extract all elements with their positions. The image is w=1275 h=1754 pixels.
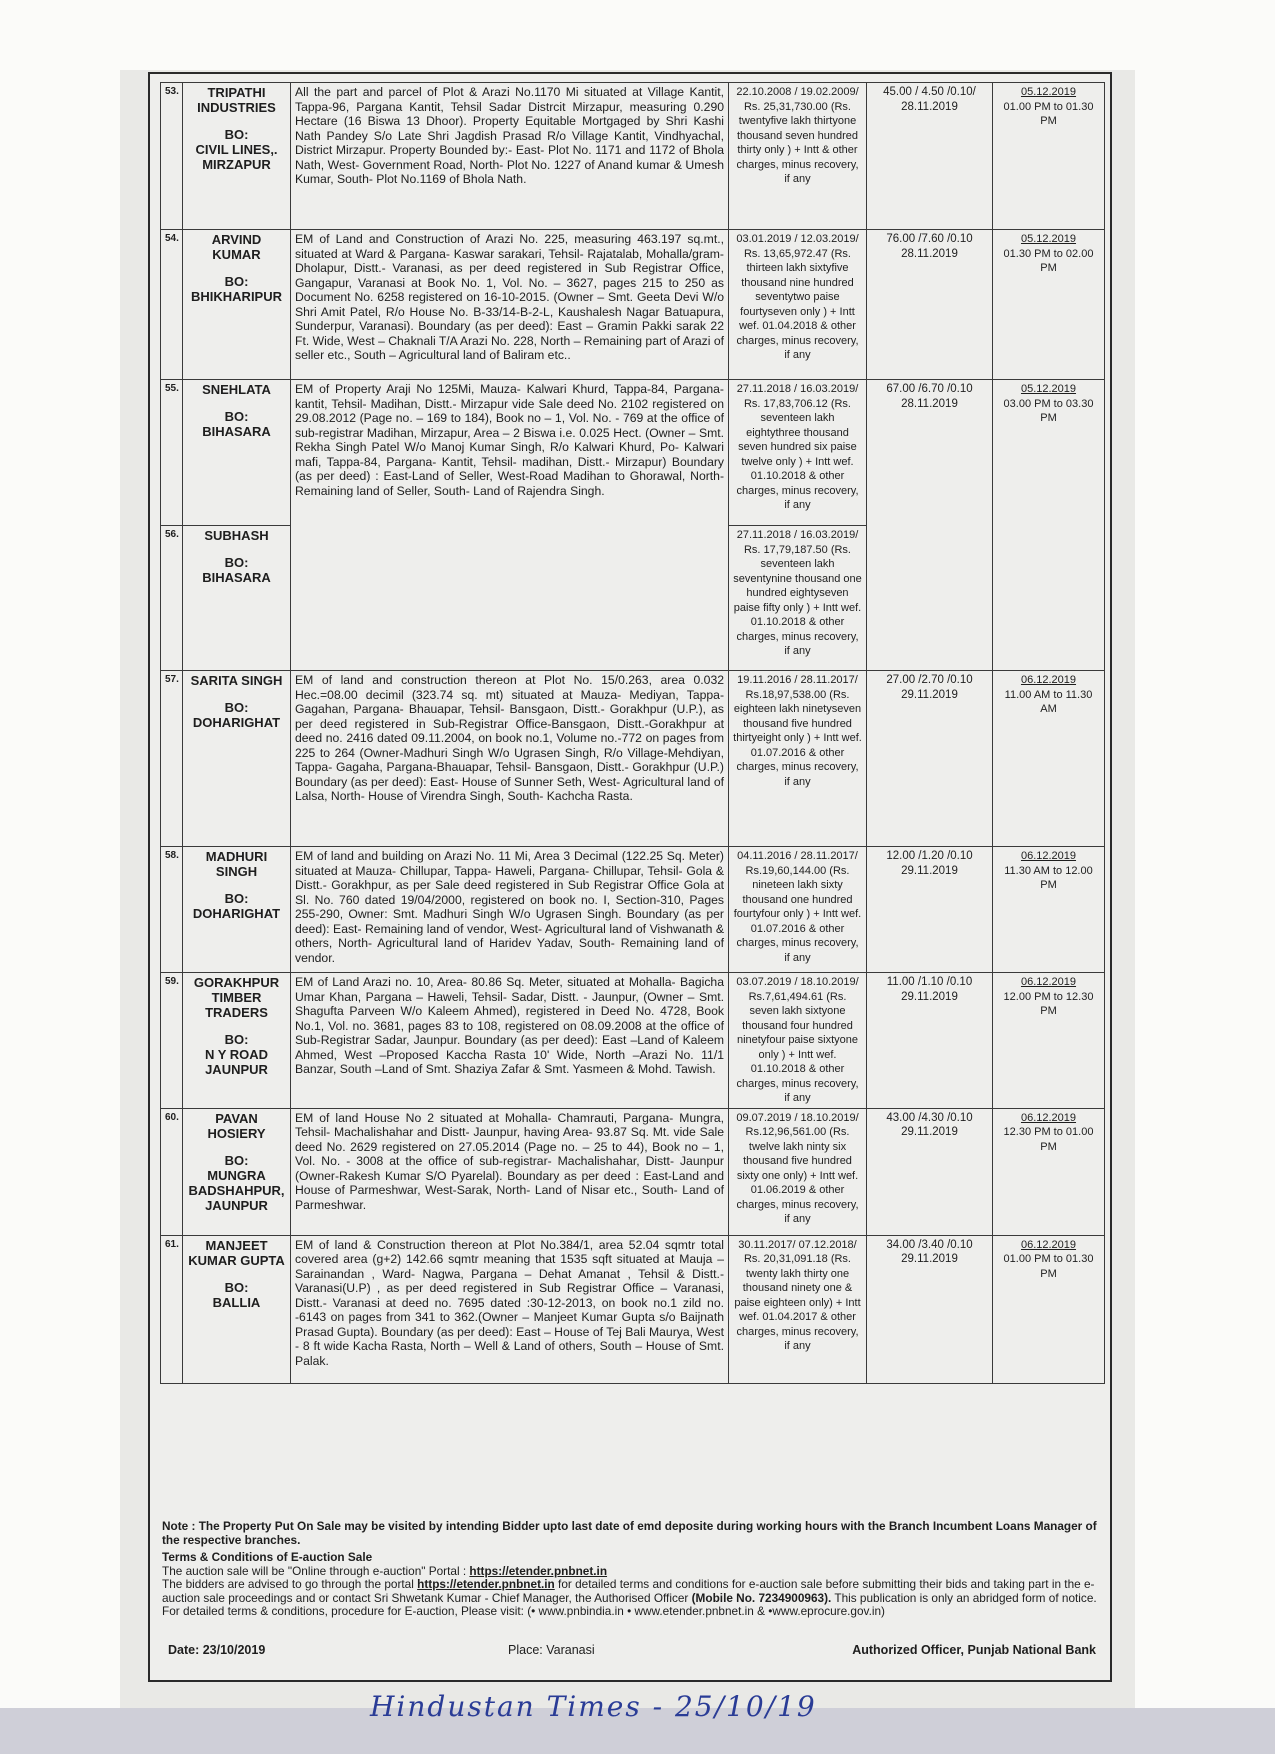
reserve-price <box>867 230 993 380</box>
auction-date: 05.12.2019 <box>1020 233 1077 245</box>
outstanding-amount-text: 03.07.2019 / 18.10.2019/ Rs.7,61,494.61 (Rs. seven lakh sixtyone thousand four hundred ninetyfour paise sixtyone only ) + Intt wef. 01.10.2018 & other charges, minus recovery, if any <box>736 976 859 1104</box>
serial-number-text: 57. <box>165 674 179 685</box>
notes-section <box>162 1520 1102 1619</box>
outstanding-amount-text: 22.10.2008 / 19.02.2009/ Rs. 25,31,730.00 (Rs. twentyfive lakh thirtyone thousand seven hundred thirty only ) + Intt & other charges, minus recovery, if any <box>736 86 859 185</box>
outstanding-amount <box>729 526 867 671</box>
notice-place: Place: Varanasi <box>508 1643 595 1657</box>
table-row <box>161 230 1105 380</box>
notice-date: Date: 23/10/2019 <box>168 1643 266 1657</box>
property-description <box>291 230 729 380</box>
auction-date-time <box>993 671 1105 847</box>
property-description-text: EM of land and building on Arazi No. 11 Mi, Area 3 Decimal (122.25 Sq. Meter) situated at Mauza- Chillupar, Tappa- Haweli, Pargana- Chillupar, Tehsil- Gola & Distt.- Gorakhpur, as per Sale deed registered in Sub Registrar Office Gola at Sl. No. 760 dated 19/04/2000, registered on book no. I, Section-310, Pages 255-290, Owner: Smt. Madhuri Singh W/o Ugrasen Singh. Boundary (as per deed): East- Remaining land of vendor, West- Agricultural land of Vishwanath & others, North- Agricultural land of Haridev Yadav, South- Remaining land of vendor. <box>295 849 724 965</box>
auction-date: 06.12.2019 <box>1020 976 1077 988</box>
etender-link[interactable]: https://etender.pnbnet.in <box>469 1563 608 1578</box>
borrower-cell <box>183 380 291 526</box>
borrower-cell <box>183 1235 291 1383</box>
serial-number <box>161 671 183 847</box>
auction-date-time <box>993 83 1105 230</box>
borrower-name: SNEHLATA <box>202 382 271 397</box>
note-text: Note : The Property Put On Sale may be visited by intending Bidder upto last date of emd deposite during working hours with the Branch Incumbent Loans Manager of the respective branches. <box>162 1519 1097 1547</box>
branch-label: BO: <box>224 700 249 715</box>
handwritten-annotation: Hindustan Times - 25/10/19 <box>370 1690 817 1723</box>
reserve-price <box>867 83 993 230</box>
table-row <box>161 671 1105 847</box>
serial-number <box>161 83 183 230</box>
auction-date-time <box>993 230 1105 380</box>
property-description-text: EM of Property Araji No 125Mi, Mauza- Kalwari Khurd, Tappa-84, Pargana- kantit, Tehsil- Madihan, Distt.- Mirzapur vide Sale deed No. 2102 registered on 29.08.2012 (Page no. – 169 to 184), Book no – 1, Vol. No. - 769 at the office of sub-registrar Madihan, Mirzapur, Area – 2 Biswa i.e. 0.025 Hect. (Owner – Smt. Rekha Singh Patel W/o Manoj Kumar Singh, R/o Kalwari Khurd, Po- Kalwari mafi, Tappa-84, Pargana- Kantit, Tehsil- madihan, Distt.- Mirzapur) Boundary (as per deed) : East-Land of Seller, West-Road Madihan to Ghorawal, North-Remaining land of Seller, South- Land of Rajendra Singh. <box>295 382 724 498</box>
outstanding-amount-text: 04.11.2016 / 28.11.2017/ Rs.19,60,144.00 (Rs. nineteen lakh sixty thousand one hundred fourtyfour only ) + Intt wef. 01.07.2016 & other charges, minus recovery, if any <box>733 850 862 964</box>
serial-number-text: 60. <box>165 1111 179 1123</box>
serial-number <box>161 230 183 380</box>
property-description-text: EM of Land and Construction of Arazi No. 225, measuring 463.197 sq.mt., situated at Ward & Pargana- Kaswar sarakari, Tehsil- Rajatalab, Mohalla/gram- Dholapur, Distt.- Varanasi, as per deed registered in Sub Registrar Office, Gangapur, Varanasi at Book No. 1, Vol. No. – 3627, pages 215 to 250 as Document No. 6258 registered on 16-10-2015. (Owner – Smt. Geeta Devi W/o Shri Amit Patel, R/o House No. B-33/14-B-2-L, Kaushalesh Nagar Batuapura, Sunderpur, Varanasi). Boundary (as per deed): East – Gramin Pakki sarak 22 Ft. Wide, West – Chaknali T/A Arazi No. 228, North – Remaining part of Arazi of seller etc., South – Agricultural land of Baliram etc.. <box>295 232 725 362</box>
serial-number-text: 56. <box>165 529 179 540</box>
reserve-price-text: 76.00 /7.60 /0.10 28.11.2019 <box>886 233 973 260</box>
auction-date-time <box>993 380 1105 671</box>
reserve-price <box>867 847 993 973</box>
branch-name: BIHASARA <box>202 570 271 585</box>
borrower-name: MANJEET KUMAR GUPTA <box>188 1237 285 1268</box>
property-description <box>291 83 729 230</box>
serial-number-text: 61. <box>165 1238 179 1250</box>
auction-date: 06.12.2019 <box>1020 1238 1077 1251</box>
auction-date: 05.12.2019 <box>1020 86 1077 98</box>
borrower-cell <box>183 230 291 380</box>
auction-date: 05.12.2019 <box>1020 383 1077 395</box>
borrower-name: TRIPATHI INDUSTRIES <box>197 85 276 115</box>
serial-number <box>161 526 183 671</box>
auction-time: 12.30 PM to 01.00 PM <box>1003 1126 1094 1153</box>
reserve-price-text: 34.00 /3.40 /0.10 29.11.2019 <box>886 1238 973 1265</box>
serial-number-text: 58. <box>165 850 179 861</box>
outstanding-amount-text: 19.11.2016 / 28.11.2017/ Rs.18,97,538.00 (Rs. eighteen lakh ninetyseven thousand five hundred thirtyeight only ) + Intt wef. 01.07.2016 & other charges, minus recovery, if any <box>733 674 862 788</box>
reserve-price-text: 11.00 /1.10 /0.10 29.11.2019 <box>886 976 973 1003</box>
outstanding-amount-text: 30.11.2017/ 07.12.2018/ Rs. 20,31,091.18 (Rs. twenty lakh thirty one thousand ninety one & paise eighteen only) + Intt wef. 01.04.2017 & other charges, minus recovery, if any <box>734 1238 861 1352</box>
branch-label: BO: <box>224 555 249 570</box>
property-description <box>291 1235 729 1383</box>
outstanding-amount <box>729 83 867 230</box>
table-row <box>161 1235 1105 1383</box>
auction-table <box>160 82 1105 1384</box>
terms-heading: Terms & Conditions of E-auction Sale <box>162 1550 373 1564</box>
branch-name: BIHASARA <box>202 424 271 439</box>
borrower-name: PAVAN HOSIERY <box>207 1110 266 1141</box>
authorized-officer: Authorized Officer, Punjab National Bank <box>852 1643 1096 1657</box>
serial-number-text: 53. <box>165 86 179 97</box>
property-description-text: EM of land House No 2 situated at Mohalla- Chamrauti, Pargana- Mungra, Tehsil- Machalishahar and Distt- Jaunpur, having Area- 93.87 Sq. Mt. vide Sale deed No. 2629 registered on 27.05.2014 (Page no. – 25 to 44), Book no – 1, Vol. No. - 3008 at the office of sub-registrar- Machalishahar, Distt- Jaunpur (Owner-Rakesh Kumar S/O Pyarelal). Boundary as per deed : East-Land and House of Parmeshwar, West-Sarak, North- Land of Nisar etc., South- Land of Parmeshwar. <box>295 1110 724 1212</box>
branch-label: BO: <box>224 1152 249 1168</box>
auction-date-time <box>993 847 1105 973</box>
property-description-text: EM of Land Arazi no. 10, Area- 80.86 Sq. Meter, situated at Mohalla- Bagicha Umar Khan, Pargana – Haweli, Tehsil- Sadar, Distt. - Jaunpur, (Owner – Smt. Shagufta Parveen W/o Kaleem Ahmed), registered in Deed No. 4728, Book No.1, Vol. no. 3681, pages 83 to 108, registered on 08.09.2008 at the office of Sub-Registrar Sadar, Jaunpur. Boundary (as per deed): East –Land of Kaleem Ahmed, West –Proposed Kaccha Rasta 10' Wide, North –Arazi No. 11/1 Banzar, South –Land of Smt. Shaziya Zafar & Smt. Yasmeen & Mohd. Tawish. <box>295 975 724 1076</box>
property-description <box>291 1108 729 1235</box>
outstanding-amount-text: 03.01.2019 / 12.03.2019/ Rs. 13,65,972.47 (Rs. thirteen lakh sixtyfive thousand nine hundred seventytwo paise fourtyseven only ) + Intt wef. 01.04.2018 & other charges, minus recovery, if any <box>736 233 859 361</box>
property-description-text: EM of land & Construction thereon at Plot No.384/1, area 52.04 sqmtr total covered area (g+2) 142.66 sqmtr meaning that 1535 sqft situated at Mauja – Sarainandan , Ward- Nagwa, Pargana – Dehat Amanat , Tehsil & Distt.- Varanasi(U.P) , as per deed registered in Sub Registrar Office – Varanasi, Distt.- Varanasi at deed no. 7695 dated :30-12-2013, on book no.1 zild no. -6143 on pages from 341 to 362.(Owner – Manjeet Kumar Gupta s/o Baijnath Prasad Gupta). Boundary (as per deed): East – House of Tej Bali Maurya, West - 8 ft wide Kacha Rasta, North – Well & Land of others, South – House of Smt. Palak. <box>295 1237 724 1368</box>
borrower-cell <box>183 847 291 973</box>
borrower-cell <box>183 526 291 671</box>
property-description-text: EM of land and construction thereon at Plot No. 15/0.263, area 0.032 Hec.=08.00 decimil (323.74 sq. mt) situated at Mauza- Mediyan, Tappa- Gagahan, Pargana- Bhauapar, Tehsil- Bansgaon, Distt.- Gorakhpur (U.P.), as per deed registered in Sub-Registrar Office-Bansgaon, Distt.-Gorakhpur at deed no. 2416 dated 09.11.2004, on book no.1, Volume no.-772 on pages from 225 to 264 (Owner-Madhuri Singh W/o Ugrasen Singh, R/o Village-Mehdiyan, Tappa- Gagaha, Pargana-Bhauapar, Tehsil- Bansgaon, Distt.- Gorakhpur (U.P.) Boundary (as per deed): East- House of Sunner Seth, West- Agricultural land of Lalsa, North- House of Virendra Singh, South- Kachcha Rasta. <box>295 673 724 803</box>
auction-date-time <box>993 973 1105 1109</box>
outstanding-amount <box>729 1108 867 1235</box>
property-description <box>291 847 729 973</box>
serial-number <box>161 973 183 1109</box>
outstanding-amount <box>729 671 867 847</box>
branch-label: BO: <box>224 274 249 289</box>
outstanding-amount <box>729 973 867 1109</box>
outstanding-amount-text: 27.11.2018 / 16.03.2019/ Rs. 17,79,187.50 (Rs. seventeen lakh seventynine thousand one hundred eightyseven paise fifty only ) + Intt wef. 01.10.2018 & other charges, minus recovery, if any <box>733 529 862 657</box>
reserve-price <box>867 1108 993 1235</box>
auction-date: 06.12.2019 <box>1020 1111 1077 1124</box>
terms-line-1: The auction sale will be "Online through e-auction" Portal : https://etender.pnbnet.in <box>162 1563 608 1578</box>
outstanding-amount <box>729 230 867 380</box>
property-description <box>291 380 729 671</box>
branch-name: DOHARIGHAT <box>192 715 281 730</box>
serial-number-text: 59. <box>165 976 179 987</box>
reserve-price <box>867 380 993 671</box>
borrower-name: GORAKHPUR TIMBER TRADERS <box>193 975 280 1020</box>
table-row <box>161 1108 1105 1235</box>
branch-label: BO: <box>224 1032 249 1047</box>
reserve-price-text: 43.00 /4.30 /0.10 29.11.2019 <box>886 1111 973 1138</box>
branch-label: BO: <box>224 891 249 906</box>
reserve-price-text: 27.00 /2.70 /0.10 29.11.2019 <box>886 674 973 701</box>
table-row <box>161 380 1105 526</box>
terms-line-2: The bidders are advised to go through the portal https://etender.pnbnet.in for detailed terms and conditions for e-auction sale before submitting their bids and taking part in the e-auction sale proceedings and or contact Sri Shwetank Kumar - Chief Manager, the Authorised Officer (Mobile No. 7234900963). This publication is only an abridged form of notice. For detailed terms & conditions, procedure for E-auction, Please visit: (• www.pnbindia.in • www.etender.pnbnet.in & •www.eprocure.gov.in) <box>162 1577 1097 1618</box>
branch-name: CIVIL LINES,. MIRZAPUR <box>195 142 278 172</box>
property-description-text: All the part and parcel of Plot & Arazi No.1170 Mi situated at Village Kantit, Tappa-96, Pargana Kantit, Tehsil Sadar Distrcit Mirzapur, measuring 0.290 Hectare (16 Biswa 13 Dhoor). Property Equitable Mortgaged by Shri Kashi Nath Pandey S/o Late Shri Jagdish Prasad R/o Village Kantit, Vindhyachal, District Mirzapur. Property Bounded by:- East- Plot No. 1171 and 1172 of Bhola Nath, West- Government Road, North- Plot No. 1227 of Anand kumar & Umesh Kumar, South- Plot No.1169 of Bhola Nath. <box>295 85 724 186</box>
outstanding-amount <box>729 847 867 973</box>
auction-time: 01.00 PM to 01.30 PM <box>1003 1253 1094 1280</box>
auction-date: 06.12.2019 <box>1020 850 1077 862</box>
property-description <box>291 671 729 847</box>
borrower-cell <box>183 83 291 230</box>
serial-number <box>161 1235 183 1383</box>
outstanding-amount-text: 27.11.2018 / 16.03.2019/ Rs. 17,83,706.12 (Rs. seventeen lakh eightythree thousand seven hundred six paise twelve only ) + Intt wef. 01.10.2018 & other charges, minus recovery, if any <box>736 383 859 511</box>
branch-name: N Y ROAD JAUNPUR <box>204 1047 269 1077</box>
borrower-name: SUBHASH <box>204 528 269 543</box>
reserve-price <box>867 973 993 1109</box>
reserve-price-text: 67.00 /6.70 /0.10 28.11.2019 <box>886 383 973 410</box>
borrower-cell <box>183 1108 291 1235</box>
branch-name: DOHARIGHAT <box>192 906 281 921</box>
auction-time: 11.00 AM to 11.30 AM <box>1004 688 1093 715</box>
borrower-name: ARVIND KUMAR <box>211 232 262 262</box>
borrower-name: MADHURI SINGH <box>205 849 268 879</box>
auction-date-time <box>993 1108 1105 1235</box>
serial-number <box>161 1108 183 1235</box>
branch-name: BALLIA <box>212 1294 261 1310</box>
serial-number-text: 55. <box>165 383 179 394</box>
outstanding-amount <box>729 1235 867 1383</box>
auction-date-time <box>993 1235 1105 1383</box>
reserve-price-text: 45.00 / 4.50 /0.10/ 28.11.2019 <box>883 86 976 113</box>
auction-time: 11.30 AM to 12.00 PM <box>1004 864 1093 891</box>
serial-number <box>161 847 183 973</box>
table-row <box>161 847 1105 973</box>
reserve-price-text: 12.00 /1.20 /0.10 29.11.2019 <box>886 850 973 877</box>
reserve-price <box>867 671 993 847</box>
outstanding-amount-text: 09.07.2019 / 18.10.2019/ Rs.12,96,561.00 (Rs. twelve lakh ninty six thousand five hundred sixty one only) + Intt wef. 01.06.2019 & other charges, minus recovery, if any <box>736 1111 859 1225</box>
serial-number <box>161 380 183 526</box>
branch-label: BO: <box>224 409 249 424</box>
property-description <box>291 973 729 1109</box>
borrower-name: SARITA SINGH <box>190 673 283 688</box>
reserve-price <box>867 1235 993 1383</box>
etender-link-2[interactable]: https://etender.pnbnet.in <box>417 1577 555 1591</box>
branch-label: BO: <box>224 1279 249 1295</box>
auction-time: 12.00 PM to 12.30 PM <box>1003 990 1094 1017</box>
branch-label: BO: <box>224 127 249 142</box>
branch-name: BHIKHARIPUR <box>191 289 282 304</box>
serial-number-text: 54. <box>165 233 179 244</box>
borrower-cell <box>183 671 291 847</box>
table-row <box>161 973 1105 1109</box>
borrower-cell <box>183 973 291 1109</box>
auction-time: 03.00 PM to 03.30 PM <box>1003 397 1094 424</box>
branch-name: MUNGRA BADSHAHPUR, JAUNPUR <box>188 1167 285 1213</box>
auction-date: 06.12.2019 <box>1020 674 1077 686</box>
auction-time: 01.30 PM to 02.00 PM <box>1003 247 1094 274</box>
outstanding-amount <box>729 380 867 526</box>
auction-time: 01.00 PM to 01.30 PM <box>1003 100 1094 127</box>
table-row <box>161 83 1105 230</box>
